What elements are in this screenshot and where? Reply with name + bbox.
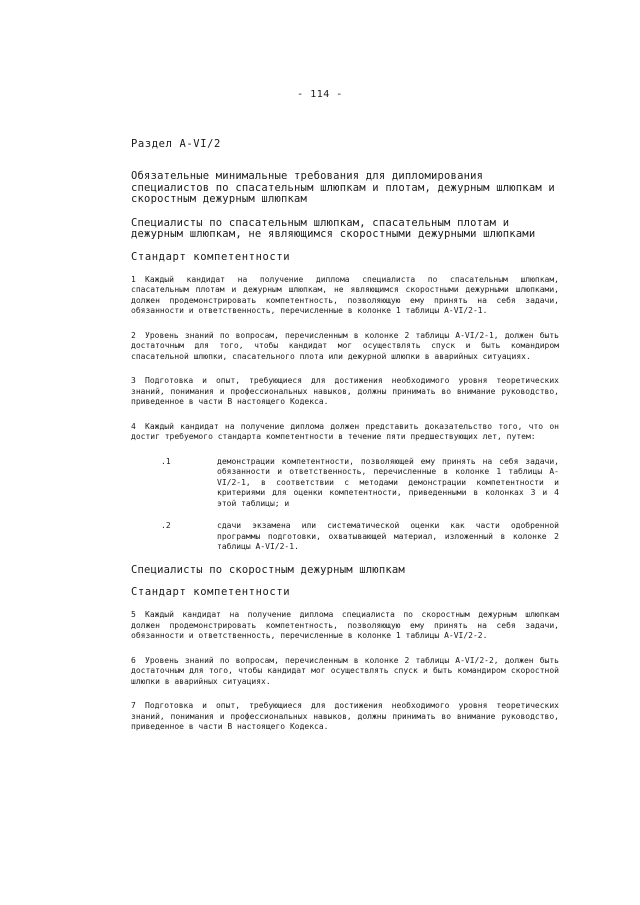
paragraph-number: 7 [131, 701, 136, 710]
paragraph [131, 331, 559, 363]
paragraph-text: Каждый кандидат на получение диплома специалиста по спасательным шлюпкам, спасательным плотам и дежурным шлюпкам, не являющимся скоростными дежурными шлюпками, должен продемонстрировать компетентность, позволяющую ему принять на себя задачи, обязанности и ответственность, перечисленные в колонке 1 таблицы A-VI/2-1. [131, 274, 559, 315]
paragraph-text: Уровень знаний по вопросам, перечисленным в колонке 2 таблицы A-VI/2-1, должен быть достаточным для того, чтобы кандидат мог осуществлять спуск и быть командиром спасательной шлюпки, спасательного плота или дежурной шлюпки в аварийных ситуациях. [131, 330, 559, 361]
paragraph-number: 5 [131, 610, 136, 619]
paragraph [131, 610, 559, 642]
page-number: - 114 - [297, 89, 343, 100]
paragraph-number: 2 [131, 330, 136, 340]
paragraph-text: Подготовка и опыт, требующиеся для достижения необходимого уровня теоретических знаний, понимания и профессиональных навыков, должны принимать во внимание руководство, приведенное в части B настоящего Кодекса. [131, 376, 559, 406]
paragraph-text: Каждый кандидат на получение диплома должен представить доказательство того, что он достиг требуемого стандарта компетентности в течение пяти предшествующих лет, путем: [131, 421, 559, 441]
sub-item-text: демонстрации компетентности, позволяющей ему принять на себя задачи, обязанности и ответственность, перечисленные в колонке 1 таблицы A-VI/2-1, в соответствии с методами демонстрации компетентности и критериями для оценки компетентности, приведенными в колонках 3 и 4 этой таблицы; и [217, 456, 559, 508]
page-content [131, 138, 559, 747]
sub-item-number: .1 [161, 456, 171, 466]
paragraph [131, 376, 559, 408]
paragraph [131, 422, 559, 443]
standard-heading-2: Стандарт компетентности [131, 586, 291, 598]
paragraph [131, 275, 559, 317]
paragraph-text: Подготовка и опыт, требующиеся для достижения необходимого уровня теоретических знаний, понимания и профессиональных навыков, должны принимать во внимание руководство, приведенное в части B настоящего Кодекса. [131, 701, 559, 731]
sub-item [131, 521, 559, 553]
sub-item-number: .2 [161, 521, 171, 530]
section-title: Раздел A-VI/2 [131, 138, 221, 150]
paragraph [131, 701, 559, 733]
standard-heading-1: Стандарт компетентности [131, 250, 291, 263]
sub-item-text: сдачи экзамена или систематической оценки как части одобренной программы подготовки, охватывающей материал, изложенный в колонке 2 таблицы A-VI/2-1. [217, 521, 559, 551]
sub-heading-lifeboats: Специалисты по спасательным шлюпкам, спасательным плотам и дежурным шлюпкам, не являющимся скоростными дежурными шлюпками [131, 216, 536, 240]
paragraph-number: 1 [131, 274, 136, 284]
sub-heading-fast-rescue: Специалисты по скоростным дежурным шлюпкам [131, 563, 405, 576]
paragraph-number: 3 [131, 376, 136, 385]
main-heading: Обязательные минимальные требования для дипломирования специалистов по спасательным шлюпкам и плотам, дежурным шлюпкам и скоростным дежурным шлюпкам [131, 170, 555, 205]
paragraph-text: Каждый кандидат на получение диплома специалиста по скоростным дежурным шлюпкам должен продемонстрировать компетентность, позволяющую ему принять на себя задачи, обязанности и ответственность, перечисленные в колонке 1 таблицы A-VI/2-2. [131, 610, 559, 640]
paragraph-text: Уровень знаний по вопросам, перечисленным в колонке 2 таблицы A-VI/2-2, должен быть достаточным для того, чтобы кандидат мог осуществлять спуск и быть командиром скоростной шлюпки в аварийных ситуациях. [131, 655, 559, 686]
paragraph [131, 656, 559, 688]
paragraph-number: 6 [131, 655, 136, 665]
paragraph-number: 4 [131, 421, 136, 431]
sub-item [131, 457, 559, 510]
